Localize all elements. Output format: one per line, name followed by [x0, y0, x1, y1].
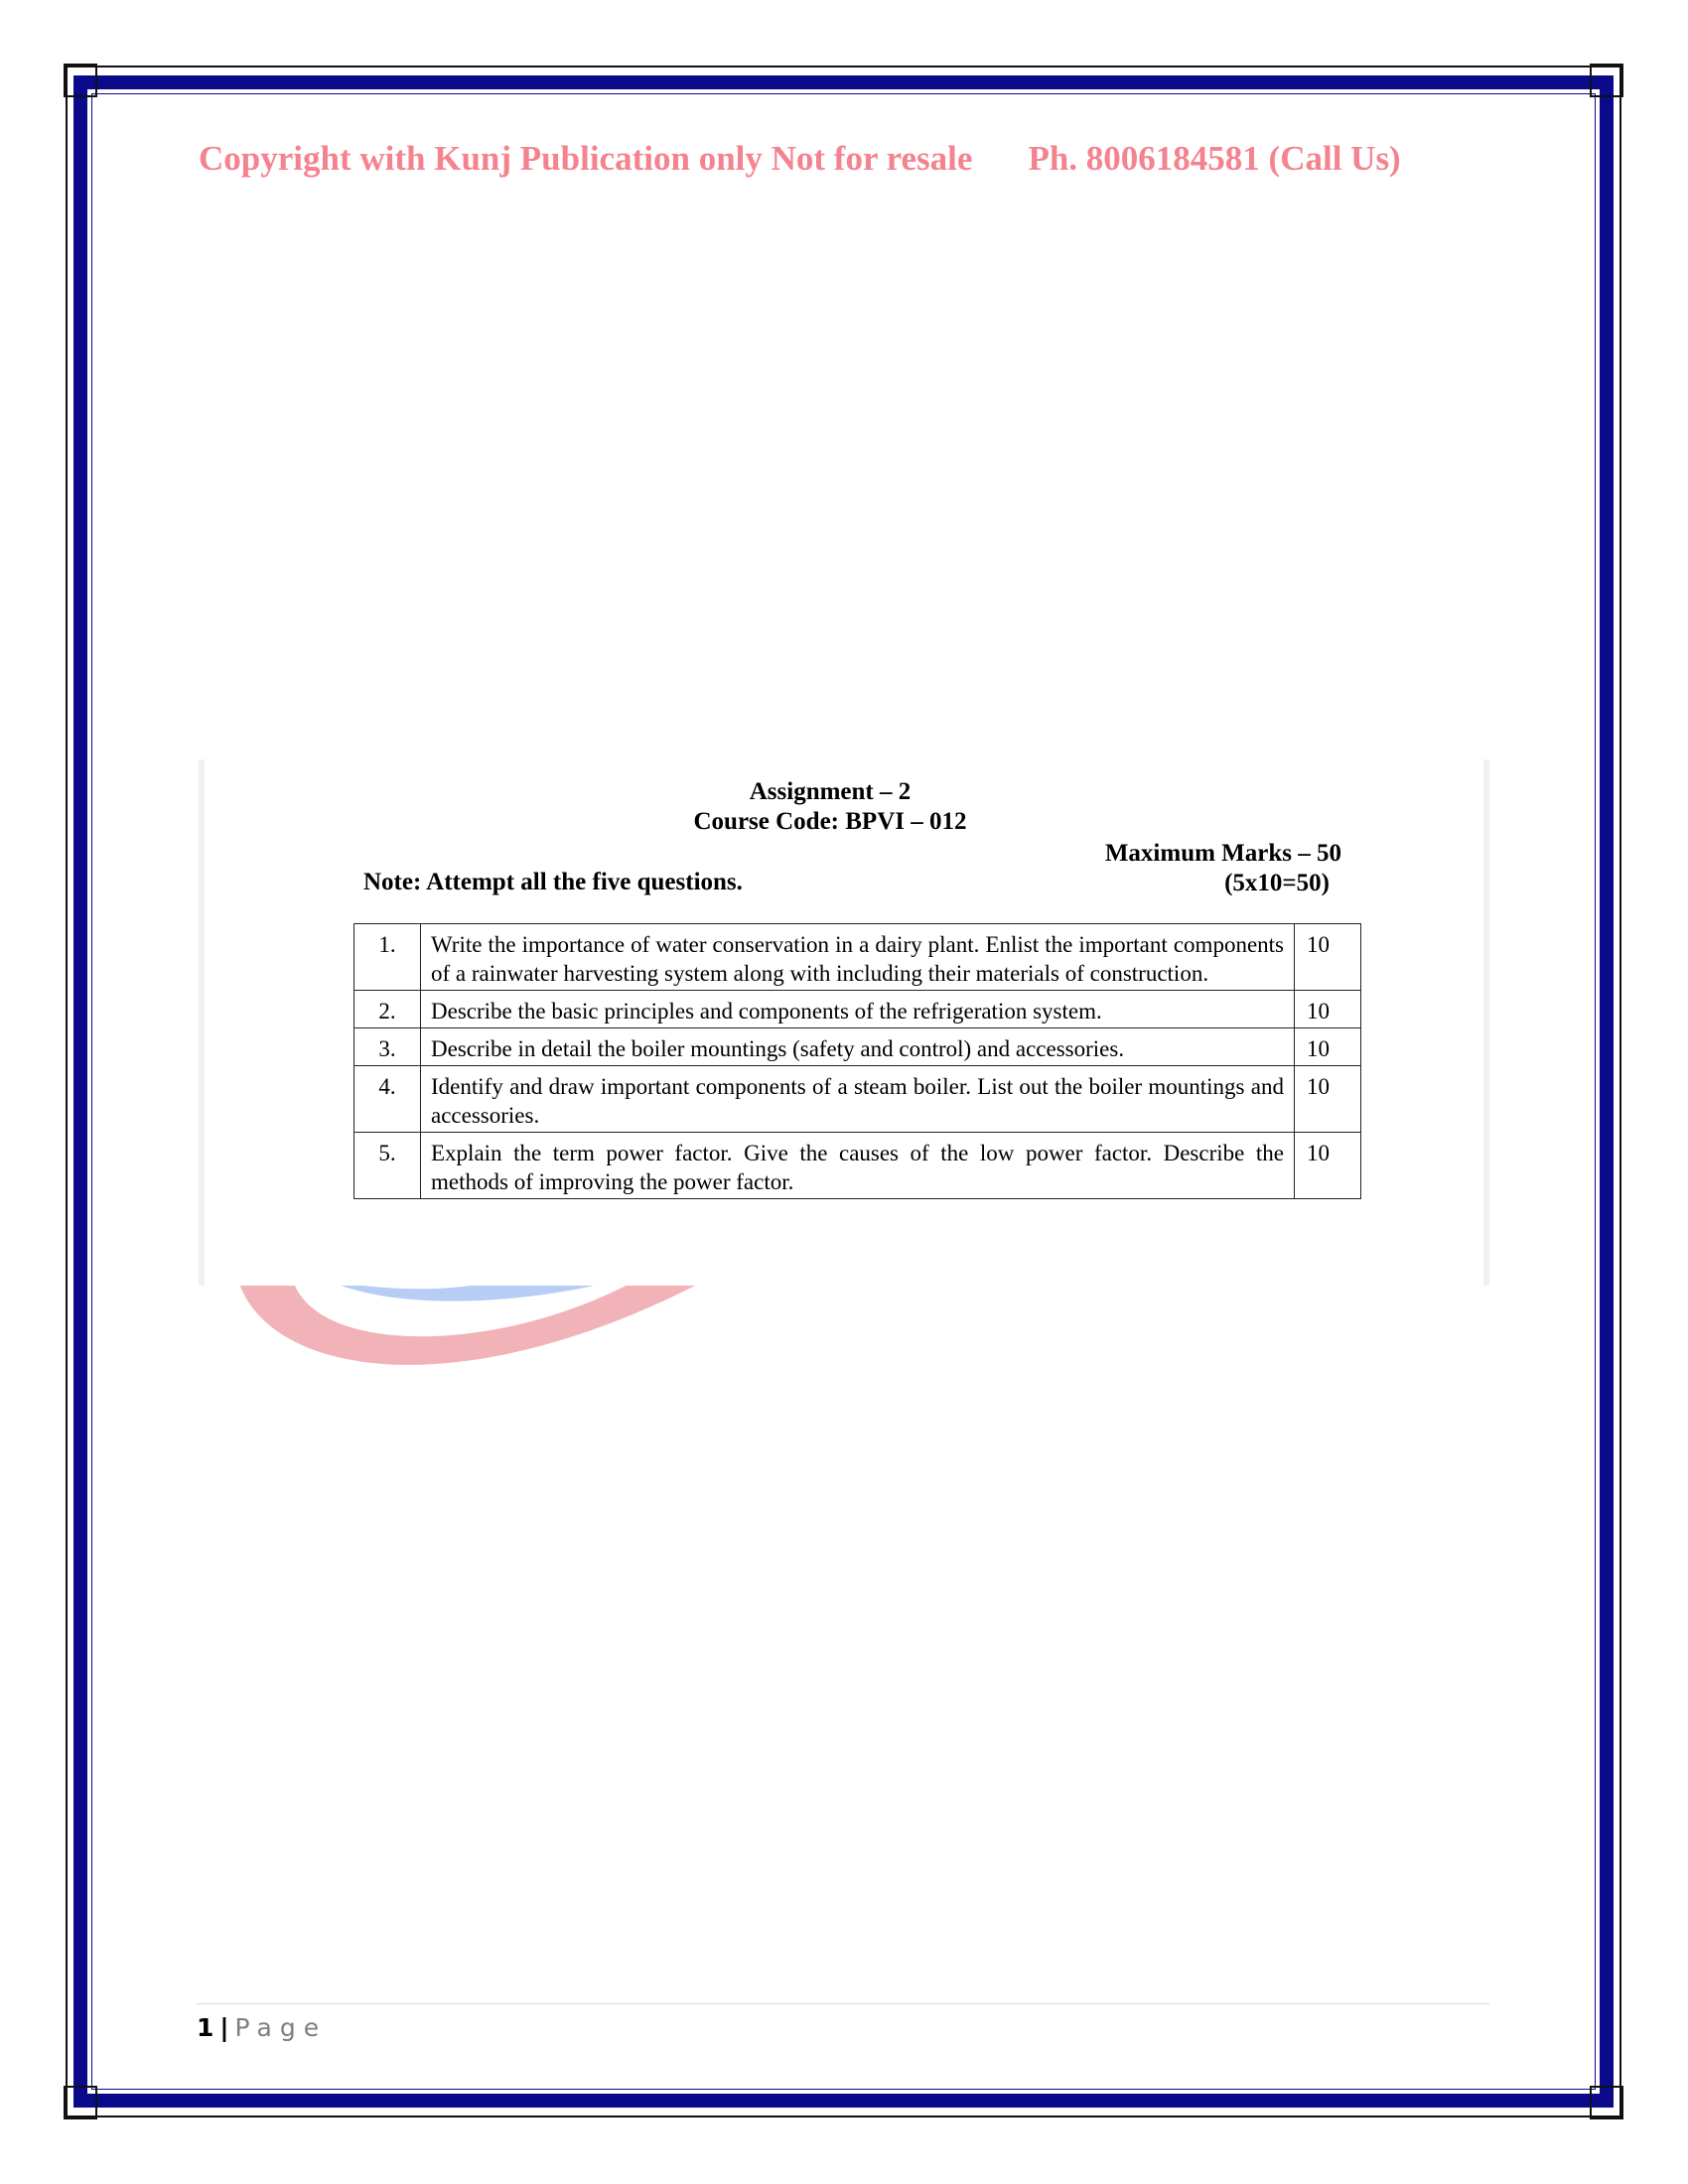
border-corner-ornament	[1590, 2086, 1623, 2119]
phone-number: Ph. 8006184581 (Call Us)	[1028, 139, 1401, 178]
question-number: 1.	[354, 924, 421, 991]
table-row	[354, 1028, 1361, 1066]
question-number: 5.	[354, 1133, 421, 1199]
table-row	[354, 991, 1361, 1028]
question-marks: 10	[1295, 1066, 1361, 1133]
table-row	[354, 1133, 1361, 1199]
maximum-marks	[1093, 839, 1341, 898]
question-text: Explain the term power factor. Give the causes of the low power factor. Describe the methods of improving the power factor.	[421, 1133, 1295, 1199]
table-row	[354, 924, 1361, 991]
question-marks: 10	[1295, 924, 1361, 991]
question-marks: 10	[1295, 1028, 1361, 1066]
max-marks-text: Maximum Marks – 50	[1104, 840, 1341, 867]
questions-table	[353, 923, 1361, 1199]
copyright-text: Copyright with Kunj Publication only Not for resale	[199, 139, 973, 178]
page-number: 1	[197, 2013, 214, 2042]
question-text: Write the importance of water conservation in a dairy plant. Enlist the important components of a rainwater harvesting system along with including their materials of construction.	[421, 924, 1295, 991]
question-number: 3.	[354, 1028, 421, 1066]
course-code: Course Code: BPVI – 012	[693, 808, 967, 835]
assignment-heading	[205, 777, 1456, 837]
question-number: 4.	[354, 1066, 421, 1133]
question-text: Describe in detail the boiler mountings (safety and control) and accessories.	[421, 1028, 1295, 1066]
question-marks: 10	[1295, 991, 1361, 1028]
question-number: 2.	[354, 991, 421, 1028]
copyright-header	[199, 139, 1509, 179]
table-row	[354, 1066, 1361, 1133]
border-corner-ornament	[64, 64, 97, 97]
instructions-note: Note: Attempt all the five questions.	[363, 869, 743, 895]
footer-separator: |	[219, 2013, 229, 2042]
border-corner-ornament	[64, 2086, 97, 2119]
marks-breakdown: (5x10=50)	[1224, 870, 1330, 896]
question-marks: 10	[1295, 1133, 1361, 1199]
assignment-title: Assignment – 2	[749, 778, 912, 805]
question-text: Describe the basic principles and components of the refrigeration system.	[421, 991, 1295, 1028]
border-corner-ornament	[1590, 64, 1623, 97]
footer-divider	[197, 2003, 1489, 2004]
watermark-swoosh	[199, 1281, 755, 1410]
page-label: Page	[234, 2013, 328, 2042]
assignment-scan	[199, 759, 1489, 1286]
page-footer	[197, 2013, 327, 2042]
question-text: Identify and draw important components of a steam boiler. List out the boiler mountings and accessories.	[421, 1066, 1295, 1133]
